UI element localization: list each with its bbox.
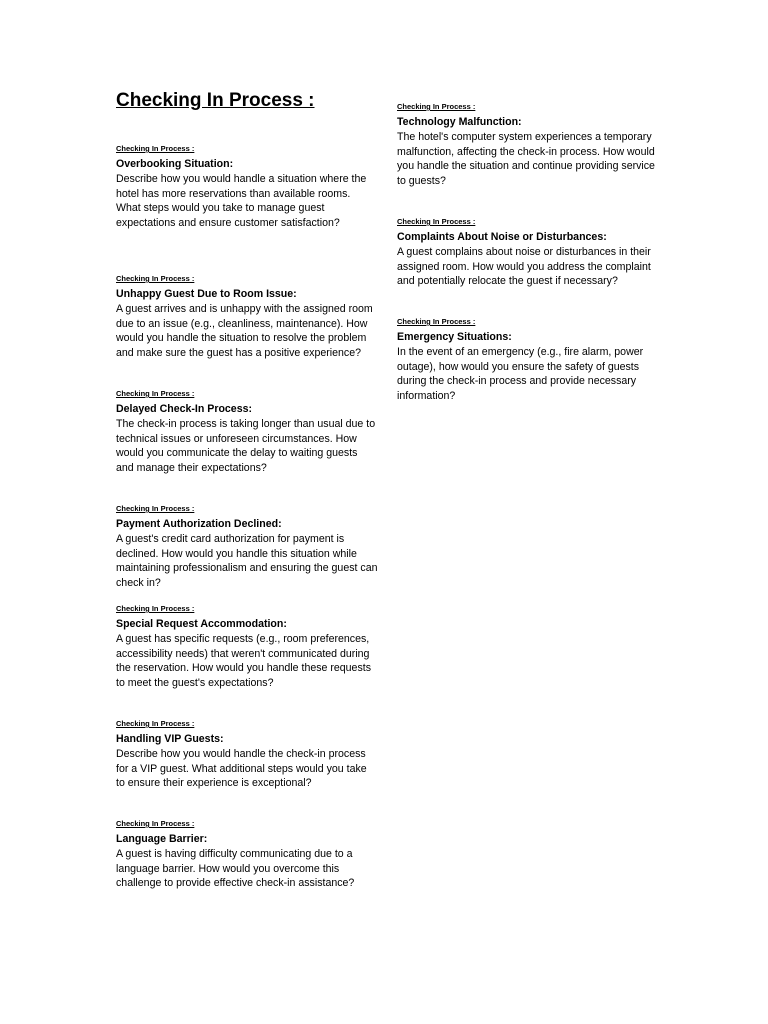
section-emergency-situations <box>397 317 659 404</box>
section-heading: Overbooking Situation: <box>116 158 234 170</box>
section-heading: Unhappy Guest Due to Room Issue: <box>116 288 297 300</box>
section-body: The check-in process is taking longer than usual due to technical issues or unforeseen circumstances. How would you communicate the delay to waiting guests and manage their expectations? <box>116 417 376 475</box>
section-delayed-check-in <box>116 389 378 476</box>
section-heading: Special Request Accommodation: <box>116 618 287 630</box>
section-vip-guests <box>116 719 378 791</box>
section-overbooking <box>116 144 378 231</box>
section-tag: Checking In Process : <box>116 274 195 283</box>
section-body: A guest has specific requests (e.g., room preferences, accessibility needs) that weren't communicated during the reservation. How would you handle these requests to meet the guest's expectations? <box>116 632 371 690</box>
section-tag: Checking In Process : <box>397 217 476 226</box>
section-unhappy-guest <box>116 274 378 361</box>
section-tag: Checking In Process : <box>397 317 476 326</box>
section-heading: Language Barrier: <box>116 833 208 845</box>
section-heading: Delayed Check-In Process: <box>116 403 253 415</box>
section-tag: Checking In Process : <box>116 389 195 398</box>
section-body: In the event of an emergency (e.g., fire alarm, power outage), how would you ensure the safety of guests during the check-in process and provide necessary information? <box>397 345 644 403</box>
section-tag: Checking In Process : <box>116 819 195 828</box>
section-heading: Payment Authorization Declined: <box>116 518 282 530</box>
section-tag: Checking In Process : <box>116 504 195 513</box>
section-body: A guest complains about noise or disturbances in their assigned room. How would you address the complaint and potentially relocate the guest if necessary? <box>397 245 651 288</box>
section-heading: Technology Malfunction: <box>397 116 522 128</box>
section-body: Describe how you would handle the check-in process for a VIP guest. What additional steps would you take to ensure their experience is exceptional? <box>116 747 367 790</box>
section-payment-declined <box>116 504 378 591</box>
section-heading: Handling VIP Guests: <box>116 733 224 745</box>
section-tag: Checking In Process : <box>116 604 195 613</box>
section-body: A guest is having difficulty communicating due to a language barrier. How would you overcome this challenge to provide effective check-in assistance? <box>116 847 355 890</box>
section-tag: Checking In Process : <box>116 144 195 153</box>
section-technology-malfunction <box>397 102 659 189</box>
section-body: The hotel's computer system experiences a temporary malfunction, affecting the check-in process. How would you handle the situation and continue providing service to guests? <box>397 130 655 188</box>
section-body: Describe how you would handle a situation where the hotel has more reservations than available rooms. What steps would you take to manage guest expectations and ensure customer satisfaction? <box>116 172 367 230</box>
section-heading: Emergency Situations: <box>397 331 512 343</box>
section-special-request <box>116 604 378 691</box>
section-tag: Checking In Process : <box>116 719 195 728</box>
section-language-barrier <box>116 819 378 891</box>
section-heading: Complaints About Noise or Disturbances: <box>397 231 607 243</box>
section-body: A guest's credit card authorization for payment is declined. How would you handle this situation while maintaining professionalism and ensuring the guest can check in? <box>116 532 378 590</box>
page-title: Checking In Process : <box>116 90 315 111</box>
section-body: A guest arrives and is unhappy with the assigned room due to an issue (e.g., cleanliness, maintenance). How would you handle the situation to resolve the problem and make sure the guest has a positive experience? <box>116 302 373 360</box>
section-tag: Checking In Process : <box>397 102 476 111</box>
section-noise-complaints <box>397 217 659 289</box>
